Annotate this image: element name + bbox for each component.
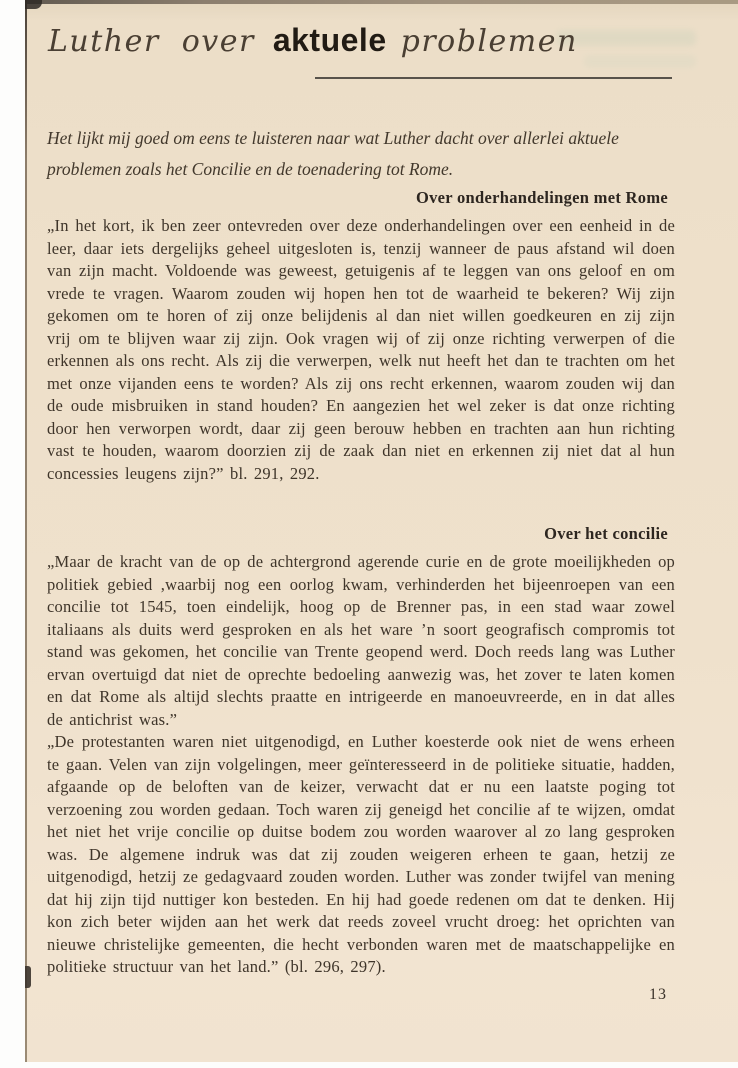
quote-paragraph-concilie-1: „Maar de kracht van de op de achtergrond agerende curie en de grote moeilijkheden op politiek gebied ,waarbij nog een oorlog kwam, verhinderden het bijeenroepen van een concilie tot 1545, toen eindelijk, hoog op de Brenner pas, in een stad waar zowel italiaans als duits werd gesproken en als het ware ’n soort geografisch compromis tot stand was gekomen, het concilie van Trente geopend werd. Doch reeds lang was Luther ervan overtuigd dat niet de oprechte bedoeling aanwezig was, het zover te laten komen en dat Rome als altijd slechts praatte en intrigeerde en manoeuvreerde, en in dat alles de antichrist was.” [47, 552, 675, 729]
title-word-aktuele: aktuele [272, 22, 387, 58]
title-word-over: over [181, 24, 255, 59]
title-word-problemen: problemen [400, 24, 578, 59]
print-showthrough [584, 55, 696, 68]
intro-line: problemen zoals het Concilie en de toenadering tot Rome. [47, 159, 454, 179]
page-left-edge [25, 0, 27, 1062]
page-number: 13 [649, 986, 667, 1003]
title-word-luther: Luther [48, 24, 160, 59]
title-underline-rule [315, 77, 672, 79]
concilie-paragraph-block [47, 551, 675, 979]
quote-paragraph-concilie-2: „De protestanten waren niet uitgenodigd, en Luther koesterde ook niet de wens erheen te gaan. Velen van zijn volgelingen, meer geïnteresseerd in de politieke situatie, hadden, afgaande op de beloften van de keizer, verwacht dat er nu een laatste poging tot verzoening zou worden gedaan. Toch waren zij geneigd het concilie af te wijzen, omdat het niet het vrije concilie op duitse bodem zou worden waarover al zo lang gesproken was. De algemene indruk was dat zij zouden weigeren erheen te gaan, hetzij ze uitgenodigd, hetzij ze gedagvaard zouden worden. Luther was zonder twijfel van mening dat hij zijn tijd nuttiger kon besteden. En hij had goede redenen om dat te denken. Hij kon zich beter wijden aan het werk dat reeds zoveel vrucht droeg: het oprichten van nieuwe christelijke gemeenten, die hecht verbonden waren met de maatschappelijke en politieke structuur van het land.” (bl. 296, 297). [47, 732, 675, 976]
intro-line: Het lijkt mij goed om eens te luisteren naar wat Luther dacht over allerlei aktuele [47, 128, 619, 148]
left-edge-ink-mark [25, 966, 31, 988]
page-title [48, 22, 578, 59]
quote-paragraph-rome: „In het kort, ik ben zeer ontevreden over deze onderhandelingen over een eenheid in de leer, daar iets dergelijks geheel uitgesloten is, tenzij wanneer de paus afstand wil doen van zijn macht. Voldoende was geweest, getuigenis af te leggen van ons geloof en om vrede te vragen. Waarom zouden wij hopen hen tot de waarheid te bekeren? Wij zijn gekomen om te horen of zij onze belijdenis al dan niet willen goedkeuren en zij zijn vrij om te blijven waar zij zijn. Ook vragen wij of zij onze richting verwerpen of die erkennen als ons recht. Als zij die verwerpen, welk nut heeft het dan te trachten om het met onze vijanden eens te worden? Als zij ons recht erkennen, waarom zouden wij dan de oude misbruiken in stand houden? En aangezien het wel zeker is dat onze richting door hen verworpen wordt, daar zij geen berouw hebben en trachten aan hun richting vast te houden, waarom doorzien zij de zaak dan niet en erkennen zij niet dat al hun concessies leugens zijn?” bl. 291, 292. [47, 216, 675, 483]
page-top-edge-shadow [25, 0, 738, 4]
section-heading-onderhandelingen: Over onderhandelingen met Rome [415, 188, 668, 207]
intro-paragraph [47, 123, 675, 185]
section-heading-concilie: Over het concilie [544, 524, 668, 543]
